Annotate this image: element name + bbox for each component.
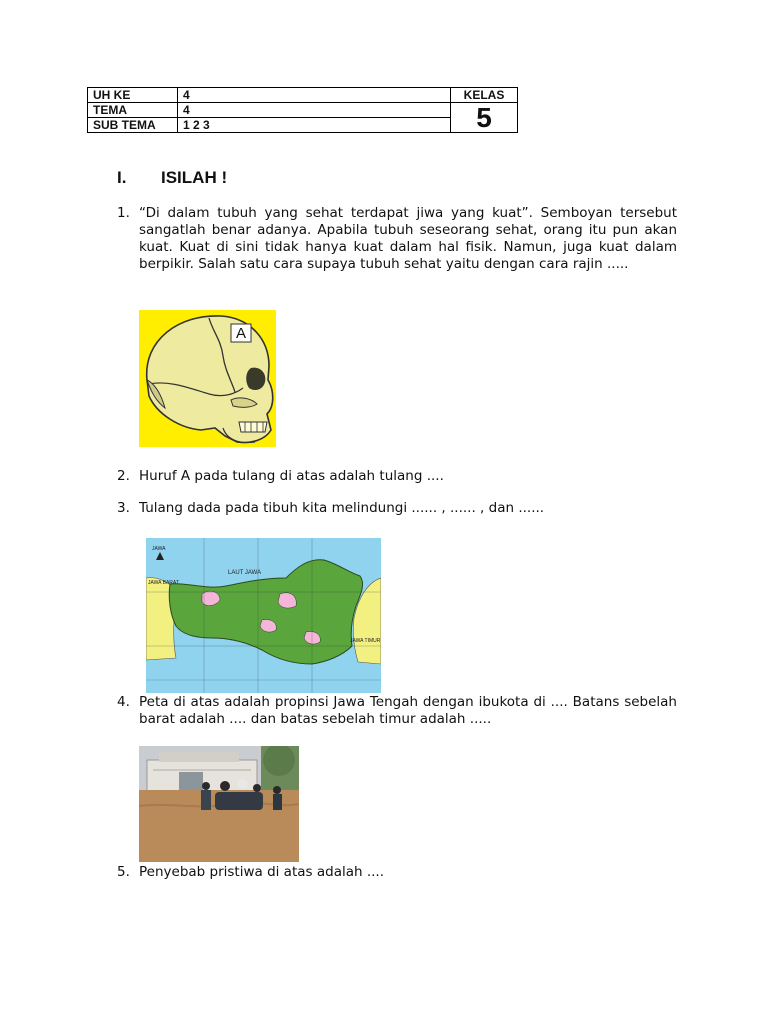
subtema-label: SUB TEMA: [88, 118, 178, 133]
section-number: I.: [117, 168, 127, 187]
map-label-east: JAWA TIMUR: [350, 638, 381, 644]
question-number: 5.: [117, 864, 130, 880]
question-number: 4.: [117, 694, 130, 710]
subtema-value: 1 2 3: [178, 118, 451, 133]
question-text: Peta di atas adalah propinsi Jawa Tengah dengan ibukota di .... Batans sebelah barat adalah .... dan batas sebelah timur adalah .....: [139, 694, 677, 727]
question-1: [117, 205, 677, 273]
flood-illustration: [139, 746, 299, 862]
question-text: Penyebab pristiwa di atas adalah ....: [139, 864, 384, 880]
kelas-label: KELAS: [451, 88, 518, 103]
skull-figure: [139, 310, 276, 447]
map-label-north: JAWA: [152, 546, 166, 552]
skull-label-a: A: [235, 325, 247, 342]
map-label-sea: LAUT JAWA: [228, 570, 262, 576]
uh-label: UH KE: [88, 88, 178, 103]
map-illustration: [146, 538, 381, 693]
tema-value: 4: [178, 103, 451, 118]
flood-photo: [139, 746, 299, 862]
kelas-value: 5: [451, 103, 518, 133]
question-5: [117, 864, 677, 881]
question-3: [117, 500, 677, 517]
question-text: Huruf A pada tulang di atas adalah tulang ....: [139, 468, 444, 484]
section-heading: [117, 168, 227, 188]
question-text: “Di dalam tubuh yang sehat terdapat jiwa yang kuat”. Semboyan tersebut sangatlah benar adanya. Apabila tubuh seseorang sehat, orang itu pun akan kuat. Kuat di sini tidak hanya kuat dalam hal fisik. Namun, juga kuat dalam berpikir. Salah satu cara supaya tubuh sehat yaitu dengan cara rajin .....: [139, 205, 677, 272]
tema-label: TEMA: [88, 103, 178, 118]
question-number: 3.: [117, 500, 130, 516]
uh-value: 4: [178, 88, 451, 103]
section-title: ISILAH !: [161, 168, 228, 187]
question-number: 1.: [117, 205, 130, 221]
question-2: [117, 468, 677, 485]
question-number: 2.: [117, 468, 130, 484]
central-java-map: [146, 538, 381, 693]
question-4: [117, 694, 677, 728]
map-label-west: JAWA BARAT: [148, 580, 179, 586]
skull-illustration: [139, 310, 276, 447]
header-table: [87, 87, 518, 133]
question-text: Tulang dada pada tibuh kita melindungi ...... , ...... , dan ......: [139, 500, 545, 516]
